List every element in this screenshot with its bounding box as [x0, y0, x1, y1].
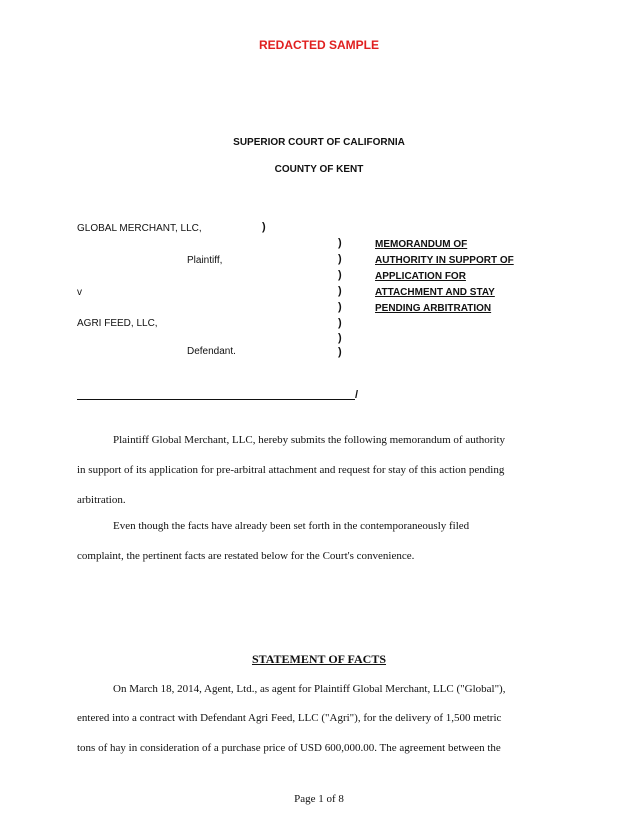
body-line: arbitration.	[77, 494, 126, 506]
document-title-line: AUTHORITY IN SUPPORT OF	[375, 255, 514, 266]
plaintiff-name: GLOBAL MERCHANT, LLC,	[77, 223, 202, 234]
section-heading: STATEMENT OF FACTS	[251, 652, 387, 666]
caption-paren: )	[338, 301, 342, 313]
facts-line: tons of hay in consideration of a purchase price of USD 600,000.00. The agreement between the	[77, 742, 501, 754]
court-county: COUNTY OF KENT	[274, 164, 364, 175]
body-line: in support of its application for pre-arbitral attachment and request for stay of this action pending	[77, 464, 505, 476]
defendant-name: AGRI FEED, LLC,	[77, 318, 158, 329]
caption-paren: )	[262, 221, 266, 233]
facts-line: On March 18, 2014, Agent, Ltd., as agent for Plaintiff Global Merchant, LLC ("Global"),	[113, 683, 506, 695]
caption-paren: )	[338, 269, 342, 281]
redacted-watermark: REDACTED SAMPLE	[258, 38, 379, 52]
caption-paren: )	[338, 253, 342, 265]
caption-paren: )	[338, 346, 342, 358]
caption-paren: )	[338, 237, 342, 249]
document-title-line: ATTACHMENT AND STAY	[375, 287, 495, 298]
facts-line: entered into a contract with Defendant Agri Feed, LLC ("Agri"), for the delivery of 1,500 metric	[77, 712, 502, 724]
caption-paren: )	[338, 332, 342, 344]
body-line: Even though the facts have already been set forth in the contemporaneously filed	[113, 520, 470, 532]
caption-closing-slash: /	[355, 389, 359, 401]
caption-closing-rule	[77, 399, 355, 400]
caption-paren: )	[338, 285, 342, 297]
document-title-line: MEMORANDUM OF	[375, 239, 468, 250]
defendant-label: Defendant.	[187, 346, 236, 357]
court-name: SUPERIOR COURT OF CALIFORNIA	[233, 137, 405, 148]
page-number: Page 1 of 8	[294, 793, 344, 805]
caption-paren: )	[338, 317, 342, 329]
document-title-line: PENDING ARBITRATION	[375, 303, 492, 314]
body-line: complaint, the pertinent facts are restated below for the Court's convenience.	[77, 550, 415, 562]
document-title-line: APPLICATION FOR	[375, 271, 466, 282]
body-line: Plaintiff Global Merchant, LLC, hereby submits the following memorandum of authority	[113, 434, 506, 446]
versus-label: v	[77, 287, 82, 298]
plaintiff-label: Plaintiff,	[187, 255, 223, 266]
